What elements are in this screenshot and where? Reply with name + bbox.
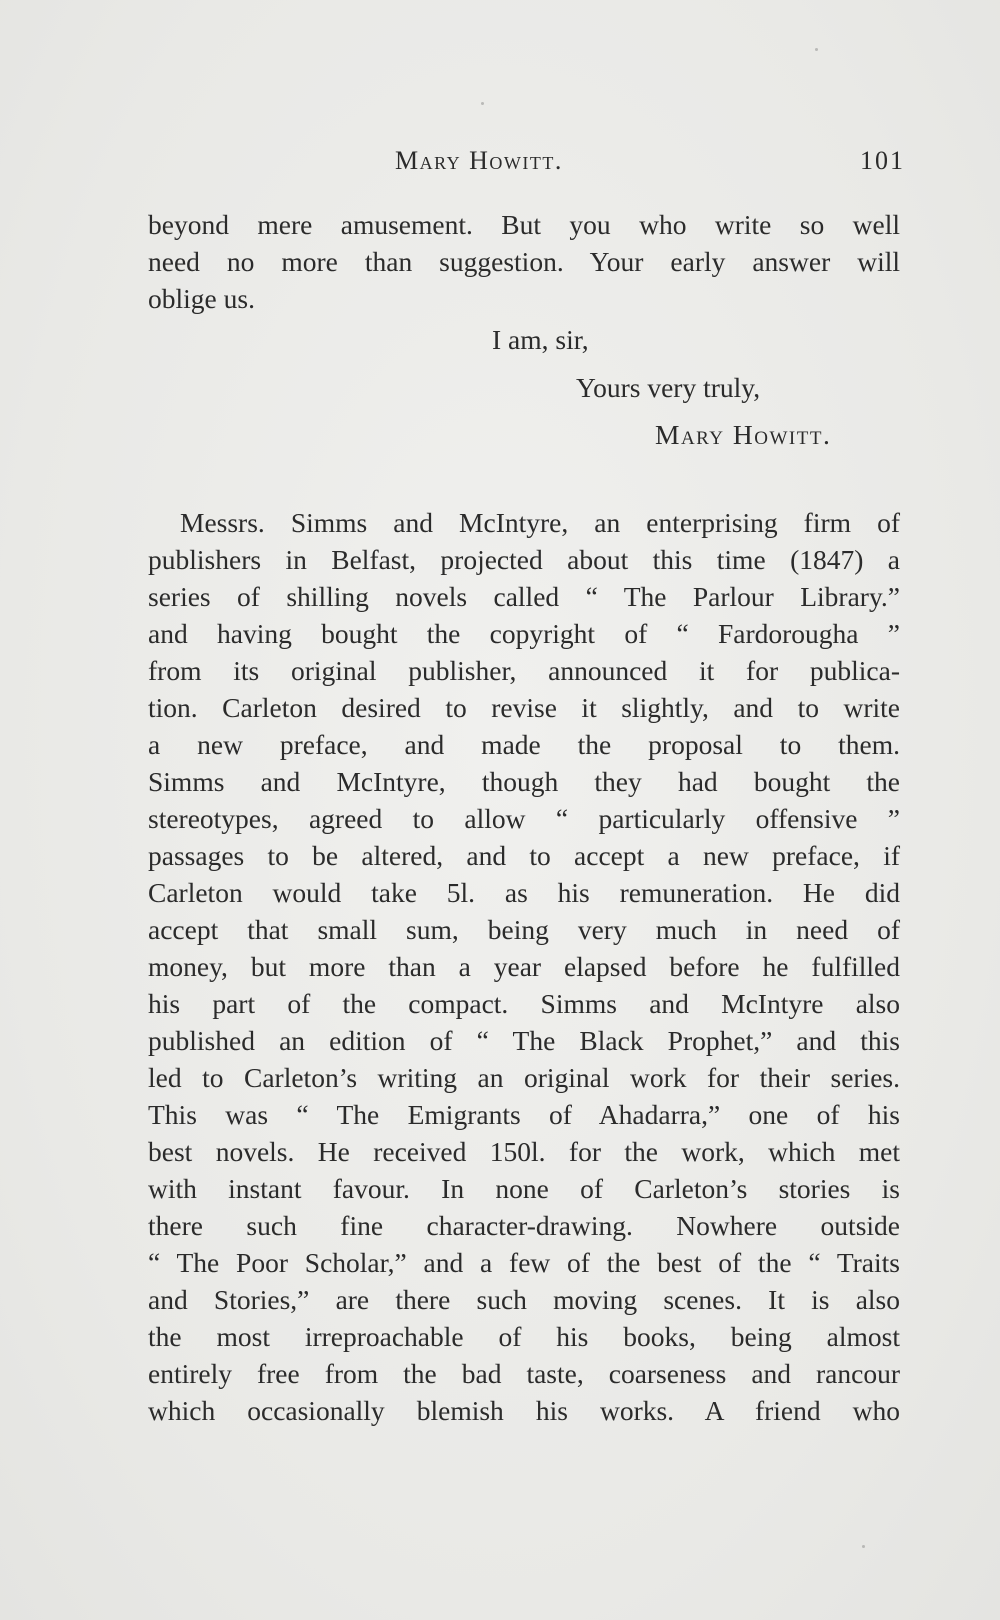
text-line: tion. Carleton desired to revise it slightly, and to write: [148, 692, 900, 723]
text-line: series of shilling novels called “ The Parlour Library.”: [148, 581, 900, 612]
text-line: and Stories,” are there such moving scenes. It is also: [148, 1284, 900, 1315]
text-line: and having bought the copyright of “ Fardorougha ”: [148, 618, 900, 649]
text-line: money, but more than a year elapsed before he fulfilled: [148, 951, 900, 982]
salutation: I am, sir,: [492, 324, 589, 355]
text-line: “ The Poor Scholar,” and a few of the best of the “ Traits: [148, 1247, 900, 1278]
text-line: the most irreproachable of his books, being almost: [148, 1321, 900, 1352]
running-head: [0, 146, 1000, 186]
signature: Mary Howitt.: [655, 419, 832, 450]
text-line: accept that small sum, being very much in need of: [148, 914, 900, 945]
text-line: from its original publisher, announced it for publica-: [148, 655, 900, 686]
text-line: best novels. He received 150l. for the work, which met: [148, 1136, 900, 1167]
text-line: a new preface, and made the proposal to them.: [148, 729, 900, 760]
paper-speck: [481, 102, 484, 105]
text-line: passages to be altered, and to accept a new preface, if: [148, 840, 900, 871]
text-line: This was “ The Emigrants of Ahadarra,” one of his: [148, 1099, 900, 1130]
text-line: published an edition of “ The Black Prophet,” and this: [148, 1025, 900, 1056]
text-line: led to Carleton’s writing an original work for their series.: [148, 1062, 900, 1093]
text-line: stereotypes, agreed to allow “ particularly offensive ”: [148, 803, 900, 834]
text-line: Messrs. Simms and McIntyre, an enterprising firm of: [180, 507, 900, 538]
text-line: Carleton would take 5l. as his remuneration. He did: [148, 877, 900, 908]
text-line: which occasionally blemish his works. A friend who: [148, 1395, 900, 1426]
paper-speck: [862, 1545, 865, 1548]
text-line: publishers in Belfast, projected about this time (1847) a: [148, 544, 900, 575]
text-line: beyond mere amusement. But you who write so well: [148, 209, 900, 240]
text-line: there such fine character-drawing. Nowhere outside: [148, 1210, 900, 1241]
text-line: Simms and McIntyre, though they had bought the: [148, 766, 900, 797]
text-line: his part of the compact. Simms and McIntyre also: [148, 988, 900, 1019]
text-line: entirely free from the bad taste, coarseness and rancour: [148, 1358, 900, 1389]
page-number: 101: [860, 146, 905, 175]
paper-speck: [815, 48, 818, 51]
text-line: with instant favour. In none of Carleton’s stories is: [148, 1173, 900, 1204]
text-line: oblige us.: [148, 283, 255, 314]
valediction: Yours very truly,: [576, 372, 761, 403]
text-line: need no more than suggestion. Your early answer will: [148, 246, 900, 277]
running-head-title: Mary Howitt.: [395, 146, 563, 175]
